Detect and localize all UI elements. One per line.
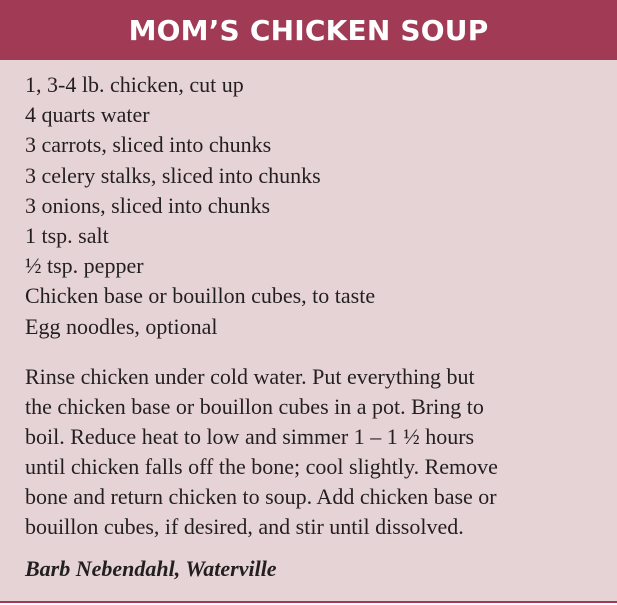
ingredient-item: 3 celery stalks, sliced into chunks	[25, 162, 321, 188]
ingredient-list	[25, 70, 617, 342]
recipe-directions	[25, 362, 585, 542]
ingredient-item: 1 tsp. salt	[25, 222, 109, 248]
directions-line: boil. Reduce heat to low and simmer 1 – 1 ½ hours	[25, 423, 475, 449]
recipe-body	[0, 60, 617, 584]
ingredient-item: 3 carrots, sliced into chunks	[25, 132, 272, 158]
recipe-title: MOM’S CHICKEN SOUP	[128, 14, 489, 47]
recipe-author: Barb Nebendahl, Waterville	[25, 555, 277, 581]
ingredient-item: ½ tsp. pepper	[25, 253, 144, 279]
recipe-header	[0, 0, 617, 60]
ingredient-item: Chicken base or bouillon cubes, to taste	[25, 283, 376, 309]
ingredient-item: Egg noodles, optional	[25, 313, 218, 339]
directions-line: the chicken base or bouillon cubes in a pot. Bring to	[25, 393, 484, 419]
ingredient-item: 1, 3-4 lb. chicken, cut up	[25, 72, 244, 97]
ingredient-item: 4 quarts water	[25, 102, 150, 128]
directions-line: bone and return chicken to soup. Add chicken base or	[25, 483, 497, 509]
directions-line: bouillon cubes, if desired, and stir until dissolved.	[25, 513, 464, 539]
directions-line: until chicken falls off the bone; cool slightly. Remove	[25, 453, 498, 479]
directions-line: Rinse chicken under cold water. Put everything but	[25, 363, 475, 389]
ingredient-item: 3 onions, sliced into chunks	[25, 192, 271, 218]
